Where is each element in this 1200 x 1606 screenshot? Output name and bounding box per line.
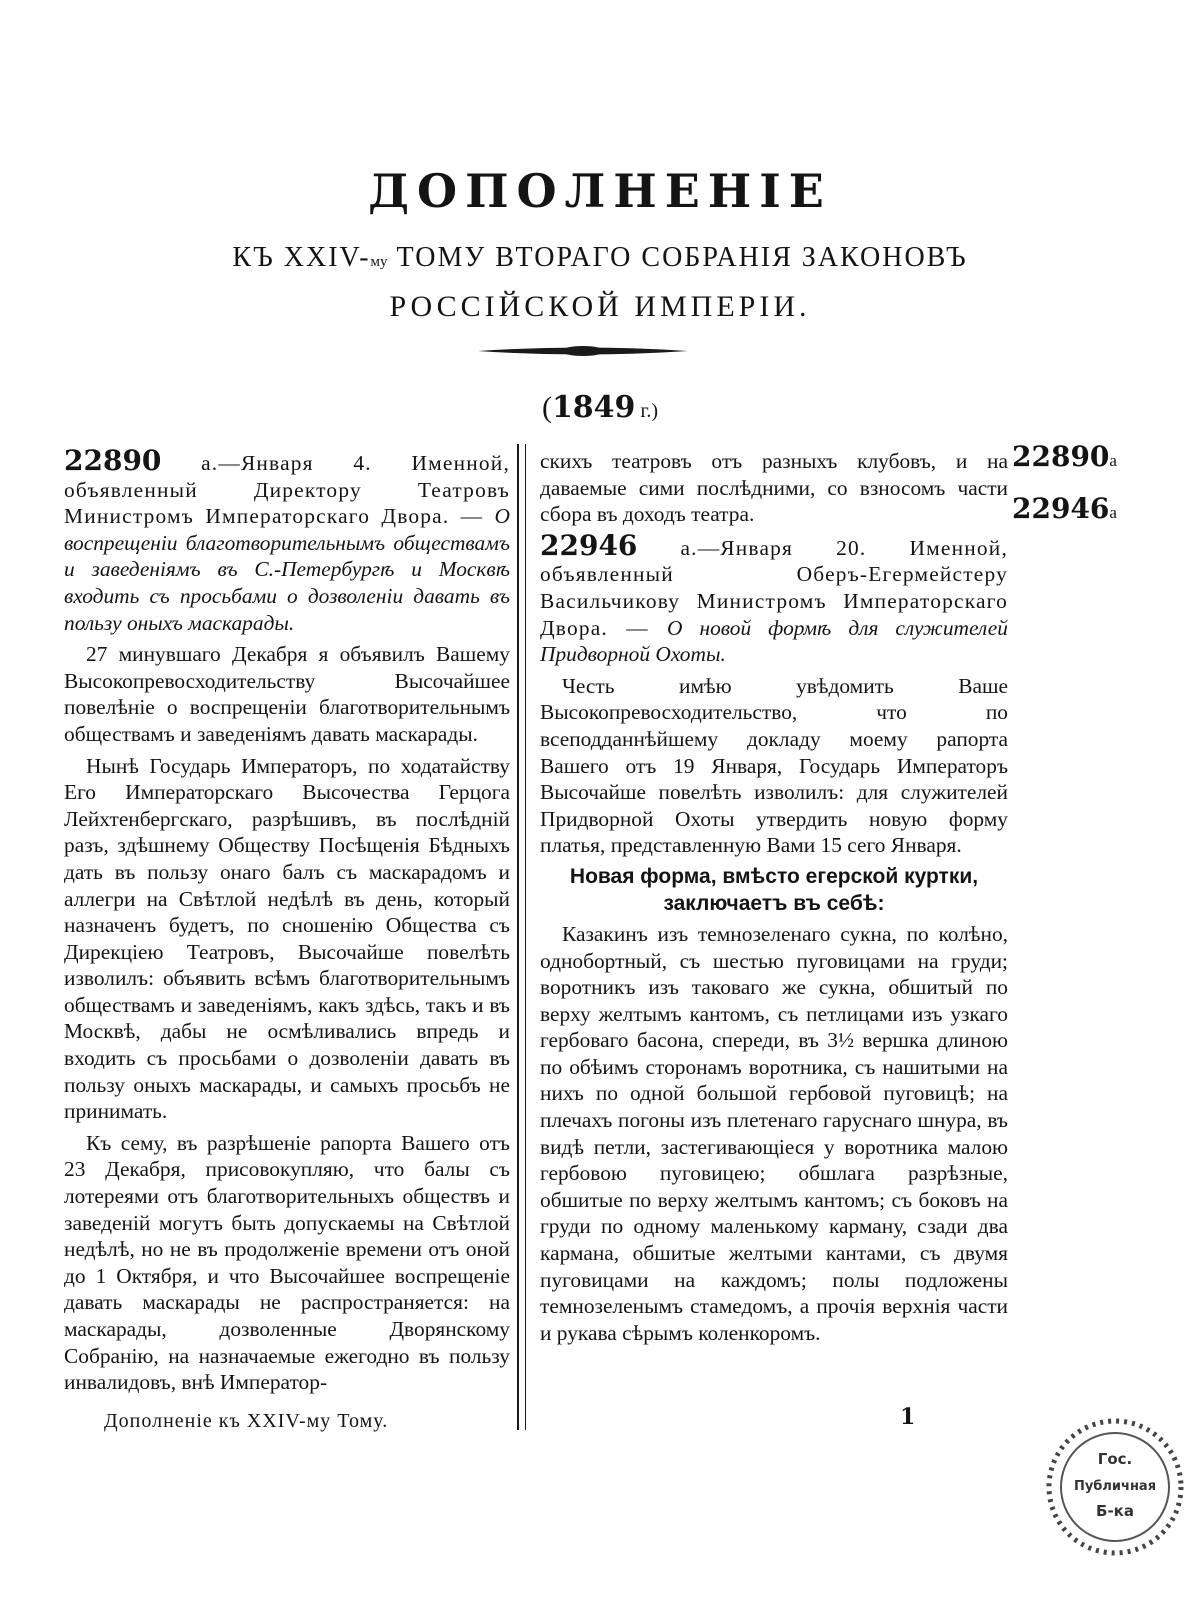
entry-22946 [540, 528, 1008, 668]
paragraph: 27 минувшаго Декабря я объявилъ Вашему Высокопревосходительству Высочайшее повелѣніе о воспрещеніи благотворительнымъ обществамъ и заведеніямъ давать маскарады. [64, 642, 510, 746]
margin-suffix: а [1109, 503, 1117, 522]
subtitle-ordinal: му [370, 254, 388, 270]
document-subtitle [0, 242, 1200, 274]
year-suffix: г.) [635, 400, 659, 422]
section-heading-line1: Новая форма, вмѣсто егерской куртки, [569, 864, 979, 888]
paragraph: Нынѣ Государь Императоръ, по ходатайству Его Императорскаго Высочества Герцога Лейхтенбергскаго, разрѣшивъ, въ послѣдній разъ, здѣшнему Обществу Посѣщенія Бѣдныхъ дать въ пользу онаго балъ съ маскарадомъ и аллегри на Свѣтлой недѣлѣ въ день, который назначенъ будетъ, по сношенію Общества съ Дирекціею Театровъ, Высочайше повелѣть изволилъ: объявить всѣмъ благотворительнымъ обществамъ и заведеніямъ, какъ здѣсь, такъ и въ Москвѣ, дабы не осмѣливались впредь и входить съ просьбами о дозволеніи давать въ пользу оныхъ маскарады, и самыхъ просьбъ не принимать. [64, 753, 510, 1124]
ornament-rule [478, 344, 688, 358]
stamp-line3: Б-ка [1096, 1502, 1134, 1520]
section-heading-line2: заключаетъ въ себѣ: [663, 891, 885, 915]
page-number: 1 [900, 1404, 916, 1430]
section-heading [540, 863, 1008, 917]
subtitle-part2: ТОМУ ВТОРАГО СОБРАНІЯ ЗАКОНОВЪ [387, 242, 968, 273]
paragraph: Честь имѣю увѣдомить Ваше Высокопревосходительство, что по всеподданнѣйшему докладу моему рапорта Вашего отъ 19 Января, Государь Императоръ Высочайше повелѣть изволилъ: для служителей Придворной Охоты утвердить новую форму платья, представленную Вами 15 сего Января. [540, 673, 1008, 858]
entry-heading: О новой формѣ для служителей Придворной Охоты. [540, 615, 1008, 667]
paragraph: Къ сему, въ разрѣшеніе рапорта Вашего отъ 23 Декабря, присовокупляю, что балы съ лотереями отъ благотворительныхъ обществъ и заведеній могутъ быть допускаемы на Свѣтлой недѣлѣ, но не въ продолженіе времени отъ оной до 1 Октября, и что Высочайшее воспрещеніе давать маскарады не распространяется: на маскарады, дозволенные Дворянскому Собранію, на назначаемые ежегодно въ пользу инвалидовъ, внѣ Император- [64, 1130, 510, 1395]
continuation-text: скихъ театровъ отъ разныхъ клубовъ, и на даваемые сими послѣдними, со взносомъ части сбора въ доходъ театра. [540, 449, 1008, 527]
year-open: ( [541, 391, 552, 424]
subtitle-part1: КЪ XXIV- [232, 242, 371, 273]
entry-22890 [64, 444, 510, 636]
stamp-line2: Публичная [1073, 1479, 1157, 1494]
margin-suffix: а [1109, 451, 1117, 470]
entry-number: 22946 [540, 528, 638, 562]
margin-number: 22890 [1012, 440, 1110, 473]
margin-number: 22946 [1012, 492, 1110, 525]
left-column [64, 444, 510, 1396]
column-divider [517, 444, 526, 1430]
entry-date: а.—Января 4. Именной, объявленный Директору Театровъ Министромъ Императорскаго Двора. — [64, 451, 510, 529]
margin-note-22890 [1012, 440, 1117, 473]
entry-date: а.—Января 20. Именной, объявленный Оберъ-Егермейстеру Васильчикову Министромъ Императорскаго Двора. — [540, 535, 1008, 640]
year-number: 1849 [551, 390, 636, 425]
entry-number: 22890 [64, 444, 162, 477]
document-subtitle-line2: РОССІЙСКОЙ ИМПЕРІИ. [389, 290, 811, 323]
paragraph: Казакинъ изъ темнозеленаго сукна, по колѣно, однобортный, съ шестью пуговицами на груди; воротникъ изъ таковаго же сукна, обшитый по верху желтымъ кантомъ, съ петлицами изъ узкаго гербоваго басона, спереди, въ 3½ вершка длиною по обѣимъ сторонамъ воротника, съ нашитыми на нихъ по одной большой гербовой пуговицѣ; на плечахъ погоны изъ плетенаго гаруснаго шнура, въ видѣ петли, застегивающіеся у воротника малою гербовою пуговицею; обшлага разрѣзные, обшитые по верху желтымъ кантомъ; съ боковъ на груди по одному маленькому карману, сзади два кармана, обшитые желтыми кантами, съ двумя пуговицами на каждомъ; полы подложены темнозеленымъ стамедомъ, а прочія верхнія части и рукава сѣрымъ коленкоромъ. [540, 921, 1008, 1345]
document-title: ДОПОЛНЕНІЕ [368, 164, 832, 218]
right-column [540, 448, 1008, 1346]
stamp-line1: Гос. [1097, 1450, 1133, 1468]
footer-signature: Дополненіе къ XXIV-му Тому. [104, 1410, 389, 1432]
library-stamp [1040, 1412, 1190, 1562]
year-heading [0, 390, 1200, 425]
margin-note-22946 [1012, 492, 1117, 525]
entry-heading: О воспрещеніи благотворительнымъ обществамъ и заведеніямъ въ С.-Петербургѣ и Москвѣ входить съ просьбами о дозволеніи давать въ пользу оныхъ маскарады. [64, 504, 510, 635]
